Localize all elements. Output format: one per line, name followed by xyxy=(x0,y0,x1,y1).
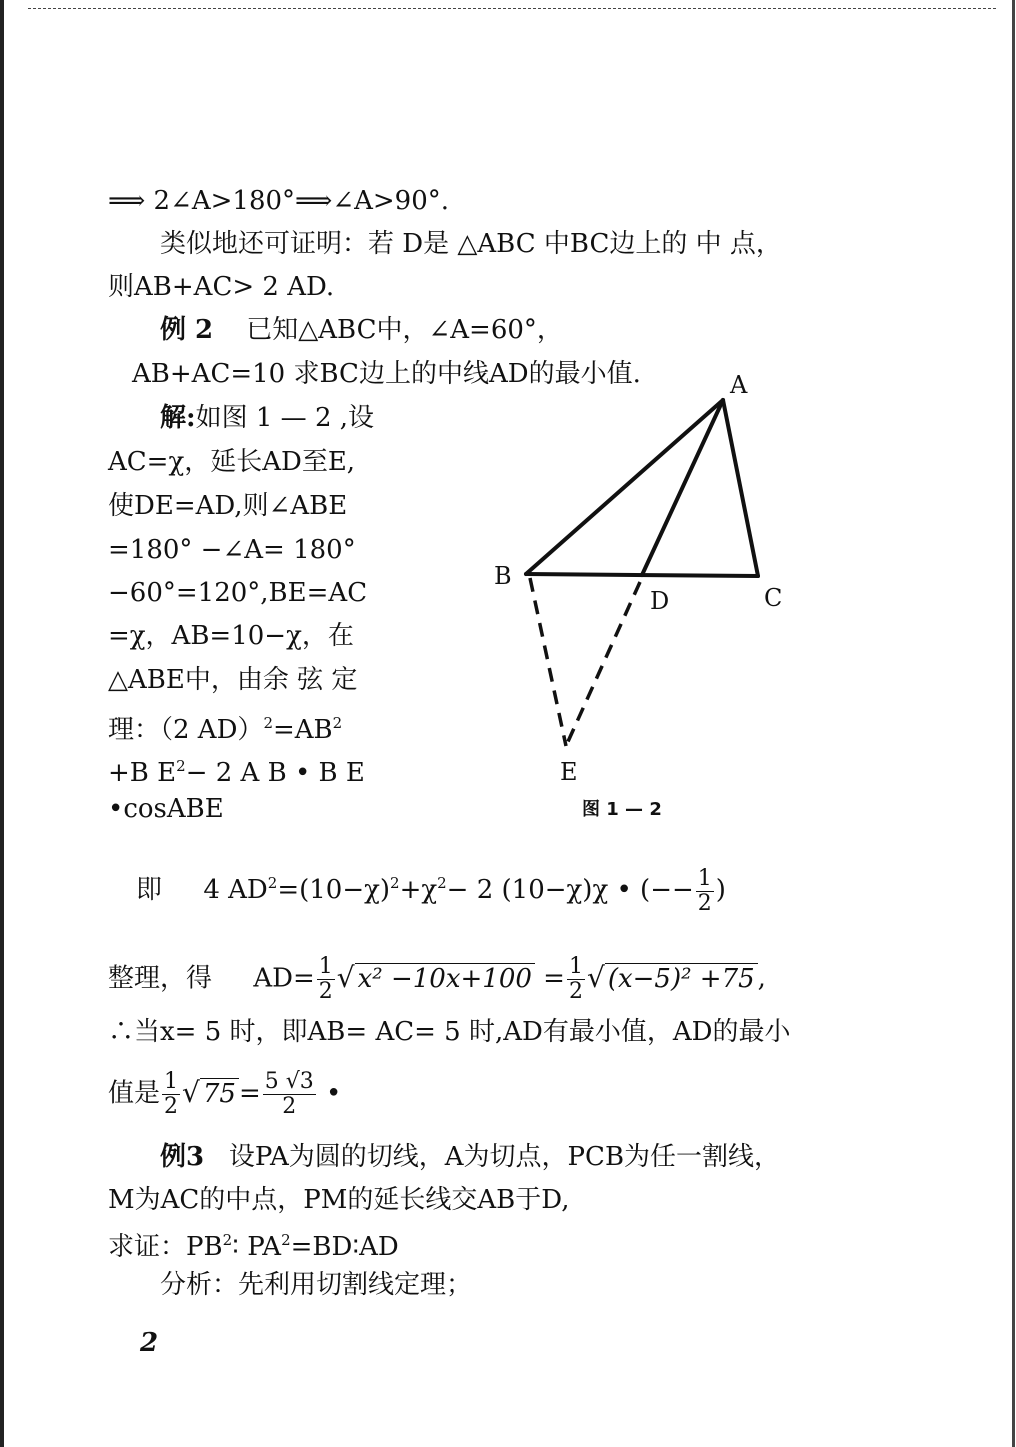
solution-line xyxy=(108,749,365,790)
equation-line xyxy=(108,955,766,1004)
fraction-numerator: 1 xyxy=(318,954,333,979)
superscript: 2 xyxy=(332,714,343,732)
solution-text: +B E xyxy=(108,758,177,788)
page-right-edge xyxy=(1012,0,1015,1447)
square-root: √ x² −10x+100 xyxy=(337,961,535,996)
fraction-denominator: 2 xyxy=(697,890,712,916)
solution-line: •cosABE xyxy=(108,794,224,824)
equation-part: 4 AD xyxy=(203,875,268,905)
text: 值是 xyxy=(108,1078,161,1109)
text: =BD∶AD xyxy=(290,1232,399,1262)
example-3-heading xyxy=(160,1140,780,1174)
square-root: √ (x−5)² +75 xyxy=(587,961,758,996)
text-line: ⟹ 2∠A>180°⟹∠A>90°. xyxy=(108,186,450,216)
label-a: A xyxy=(730,371,748,399)
solution-line xyxy=(108,706,342,747)
min-value-line xyxy=(108,1070,341,1119)
solution-line: △ABE中，由余 弦 定 xyxy=(108,665,358,695)
fraction-numerator: 1 xyxy=(164,1069,179,1094)
page-left-edge xyxy=(0,0,4,1447)
text: ∶ PA xyxy=(232,1232,282,1262)
solution-line: 使DE=AD,则∠ABE xyxy=(108,491,348,521)
top-dashed-rule xyxy=(28,8,996,9)
radicand: x² −10x+100 xyxy=(355,963,535,994)
equation-prefix: 整理，得 xyxy=(108,963,213,994)
superscript: 2 xyxy=(267,874,278,892)
text-line xyxy=(108,1223,399,1264)
radicand: 75 xyxy=(200,1078,239,1109)
label-b: B xyxy=(494,562,512,590)
superscript: 2 xyxy=(390,874,400,892)
figure-caption: 图 1 — 2 xyxy=(582,799,662,820)
text-line: ∴当x= 5 时，即AB= AC= 5 时,AD有最小值，AD的最小 xyxy=(108,1017,791,1047)
text-line: AB+AC=10 求BC边上的中线AD的最小值. xyxy=(132,359,641,389)
segment-be-dashed xyxy=(530,578,566,746)
solution-text: =AB xyxy=(272,715,333,745)
fraction-half xyxy=(162,1070,180,1119)
example-label: 例3 xyxy=(160,1142,205,1172)
equation-line xyxy=(136,866,726,916)
fraction-denominator: 2 xyxy=(568,979,583,1004)
fraction-denominator: 2 xyxy=(318,979,333,1004)
equation-prefix: 即 xyxy=(136,875,163,905)
equation-part: = xyxy=(543,963,565,994)
fraction-half xyxy=(317,955,335,1004)
fraction-numerator: 1 xyxy=(697,865,712,891)
segment-de-dashed xyxy=(566,582,640,746)
equation-part: AD= xyxy=(253,963,315,994)
text-line: 则AB+AC> 2 AD. xyxy=(108,272,335,302)
fraction-denominator: 2 xyxy=(282,1094,297,1119)
text: = xyxy=(238,1078,261,1109)
example-2-heading xyxy=(160,313,563,347)
radicand: (x−5)² +75 xyxy=(605,963,758,994)
text: 求证：PB xyxy=(108,1232,223,1262)
example-text: 设PA为圆的切线，A为切点，PCB为任一割线， xyxy=(228,1142,781,1172)
equation-part: +χ xyxy=(399,875,438,905)
equation-part: , xyxy=(757,963,766,994)
fraction-half xyxy=(696,867,714,916)
superscript: 2 xyxy=(281,1231,291,1249)
label-d: D xyxy=(650,587,670,615)
segment-ac xyxy=(723,400,758,576)
label-c: C xyxy=(764,584,783,612)
page-number: 2 xyxy=(140,1328,159,1358)
fraction-numerator: 5 √3 xyxy=(264,1069,314,1094)
text-line: 类似地还可证明：若 D是 △ABC 中BC边上的 中 点， xyxy=(160,229,782,259)
segment-ad xyxy=(642,400,723,575)
solution-text: 理：（2 AD） xyxy=(108,715,264,745)
equation-part: − 2 (10−χ)χ • (−− xyxy=(446,875,694,905)
label-e: E xyxy=(560,758,578,786)
example-label: 例 2 xyxy=(160,315,214,345)
superscript: 2 xyxy=(437,874,447,892)
text-line: M为AC的中点，PM的延长线交AB于D, xyxy=(108,1185,570,1215)
superscript: 2 xyxy=(176,757,186,775)
text-line: 分析：先利用切割线定理； xyxy=(160,1270,473,1300)
equation-part: ) xyxy=(715,875,726,905)
solution-text: − 2 A B • B E xyxy=(185,758,365,788)
fraction-numerator: 1 xyxy=(568,954,583,979)
square-root: √ 75 xyxy=(182,1076,239,1111)
solution-line: AC=χ，延长AD至E, xyxy=(108,447,356,477)
equation-part: =(10−χ) xyxy=(277,875,391,905)
solution-line: −60°=120°,BE=AC xyxy=(108,578,368,608)
triangle-figure xyxy=(480,360,800,820)
solution-label: 解: xyxy=(160,403,196,433)
solution-line: =180° −∠A= 180° xyxy=(108,535,356,565)
solution-line: =χ，AB=10−χ，在 xyxy=(108,621,354,651)
solution-text: 如图 1 — 2 ,设 xyxy=(195,403,375,433)
segment-ab xyxy=(526,400,723,574)
text: • xyxy=(317,1078,342,1109)
fraction-result xyxy=(263,1070,316,1119)
superscript: 2 xyxy=(222,1231,233,1249)
fraction-half xyxy=(567,955,585,1004)
superscript: 2 xyxy=(263,714,273,732)
example-text: 已知△ABC中，∠A=60°， xyxy=(246,315,563,345)
solution-line xyxy=(160,401,374,435)
fraction-denominator: 2 xyxy=(164,1094,179,1119)
